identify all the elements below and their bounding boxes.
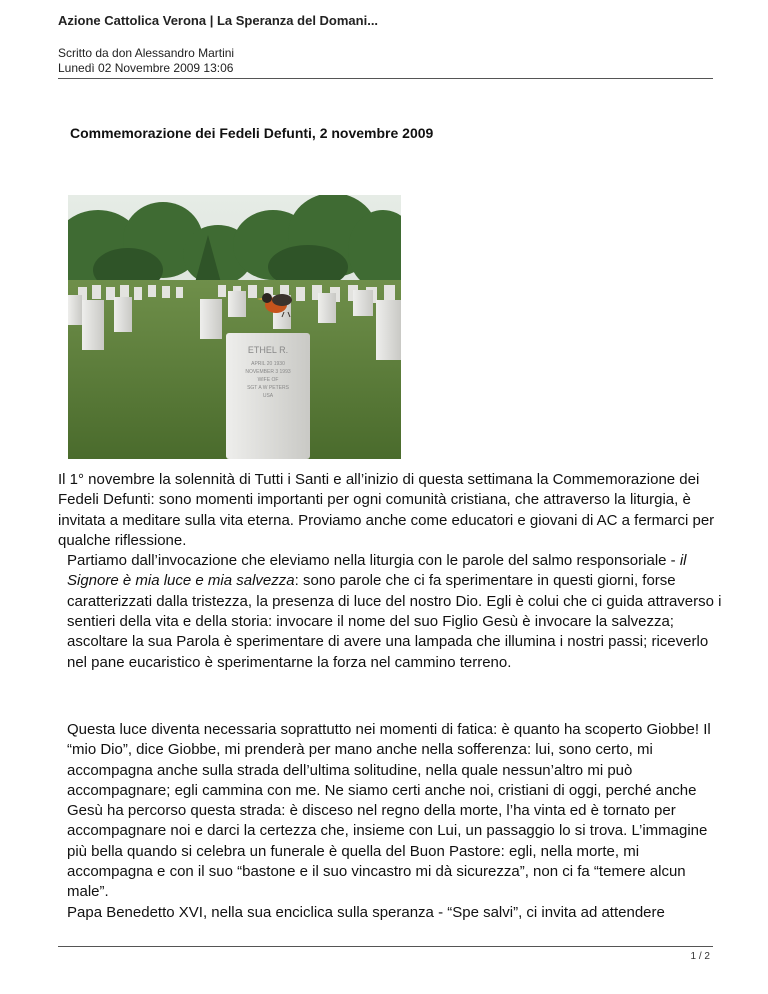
paragraph-invocation-lead: Partiamo dall’invocazione che eleviamo nella liturgia con le parole del salmo responsoriale -	[67, 552, 680, 570]
svg-text:WIFE OF: WIFE OF	[257, 377, 279, 383]
article-body	[58, 470, 722, 673]
article-title: Commemorazione dei Fedeli Defunti, 2 novembre 2009	[70, 125, 434, 141]
svg-text:NOVEMBER 3 1993: NOVEMBER 3 1993	[245, 369, 291, 375]
header-divider	[58, 78, 713, 79]
paragraph-invocation-rest: : sono parole che ci fa sperimentare in questi giorni, forse caratterizzati dalla tristezza, la presenza di luce del nostro Dio. Egli è colui che ci guida attraverso i sentieri della vita e della storia: invocare il nome del suo Figlio Gesù è invocare la salvezza; ascoltare la sua Parola è sperimentare di avere una lampada che illumina i nostri passi; riceverlo nel pane eucaristico è sperimentarne la forza nel cammino terreno.	[67, 572, 722, 671]
header-author: Scritto da don Alessandro Martini	[58, 46, 235, 60]
footer-divider	[58, 946, 713, 947]
paragraph-intro: Il 1° novembre la solennità di Tutti i Santi e all’inizio di questa settimana la Commemorazione dei Fedeli Defunti: sono momenti importanti per ogni comunità cristiana, che attraverso la liturgia, è invitata a meditare sulla vita eterna. Proviamo anche come educatori e giovani di AC a fermarci per qualche riflessione.	[58, 471, 715, 549]
svg-text:USA: USA	[262, 393, 274, 399]
page-number: 1 / 2	[690, 951, 710, 962]
header-title: Azione Cattolica Verona | La Speranza del Domani...	[58, 13, 379, 28]
svg-text:SGT A W PETERS: SGT A W PETERS	[247, 385, 289, 391]
article-body-continued	[58, 720, 722, 923]
paragraph-light: Questa luce diventa necessaria soprattutto nei momenti di fatica: è quanto ha scoperto Giobbe! Il “mio Dio”, dice Giobbe, mi prenderà per mano anche nella sofferenza: lui, sono certo, mi accompagna anche sulla strada dell’ultima solitudine, nella quale nessun’altro mi può accompagnare; egli cammina con me. Ne siamo certi anche noi, cristiani di oggi, perché anche Gesù ha percorso questa strada: è disceso nel regno della morte, l’ha vinta ed è tornato per accompagnare noi e darci la certezza che, insieme con Lui, un passaggio lo si trova. L’immagine più bella quando si celebra un funerale è quella del Buon Pastore: egli, nella morte, mi accompagna e con il suo “bastone e il suo vincastro mi dà sicurezza”, non ci fa “temere alcun male”.	[67, 721, 711, 901]
svg-text:ETHEL R.: ETHEL R.	[247, 345, 289, 355]
paragraph-invocation	[58, 551, 722, 673]
svg-text:APRIL 20 1930: APRIL 20 1930	[251, 361, 285, 367]
header-date: Lunedì 02 Novembre 2009 13:06	[58, 61, 234, 75]
paragraph-pope: Papa Benedetto XVI, nella sua enciclica sulla speranza - “Spe salvi”, ci invita ad attendere	[67, 903, 665, 921]
psalm-quote: il Signore è mia luce e mia salvezza	[67, 552, 687, 590]
cemetery-photo	[68, 195, 401, 459]
